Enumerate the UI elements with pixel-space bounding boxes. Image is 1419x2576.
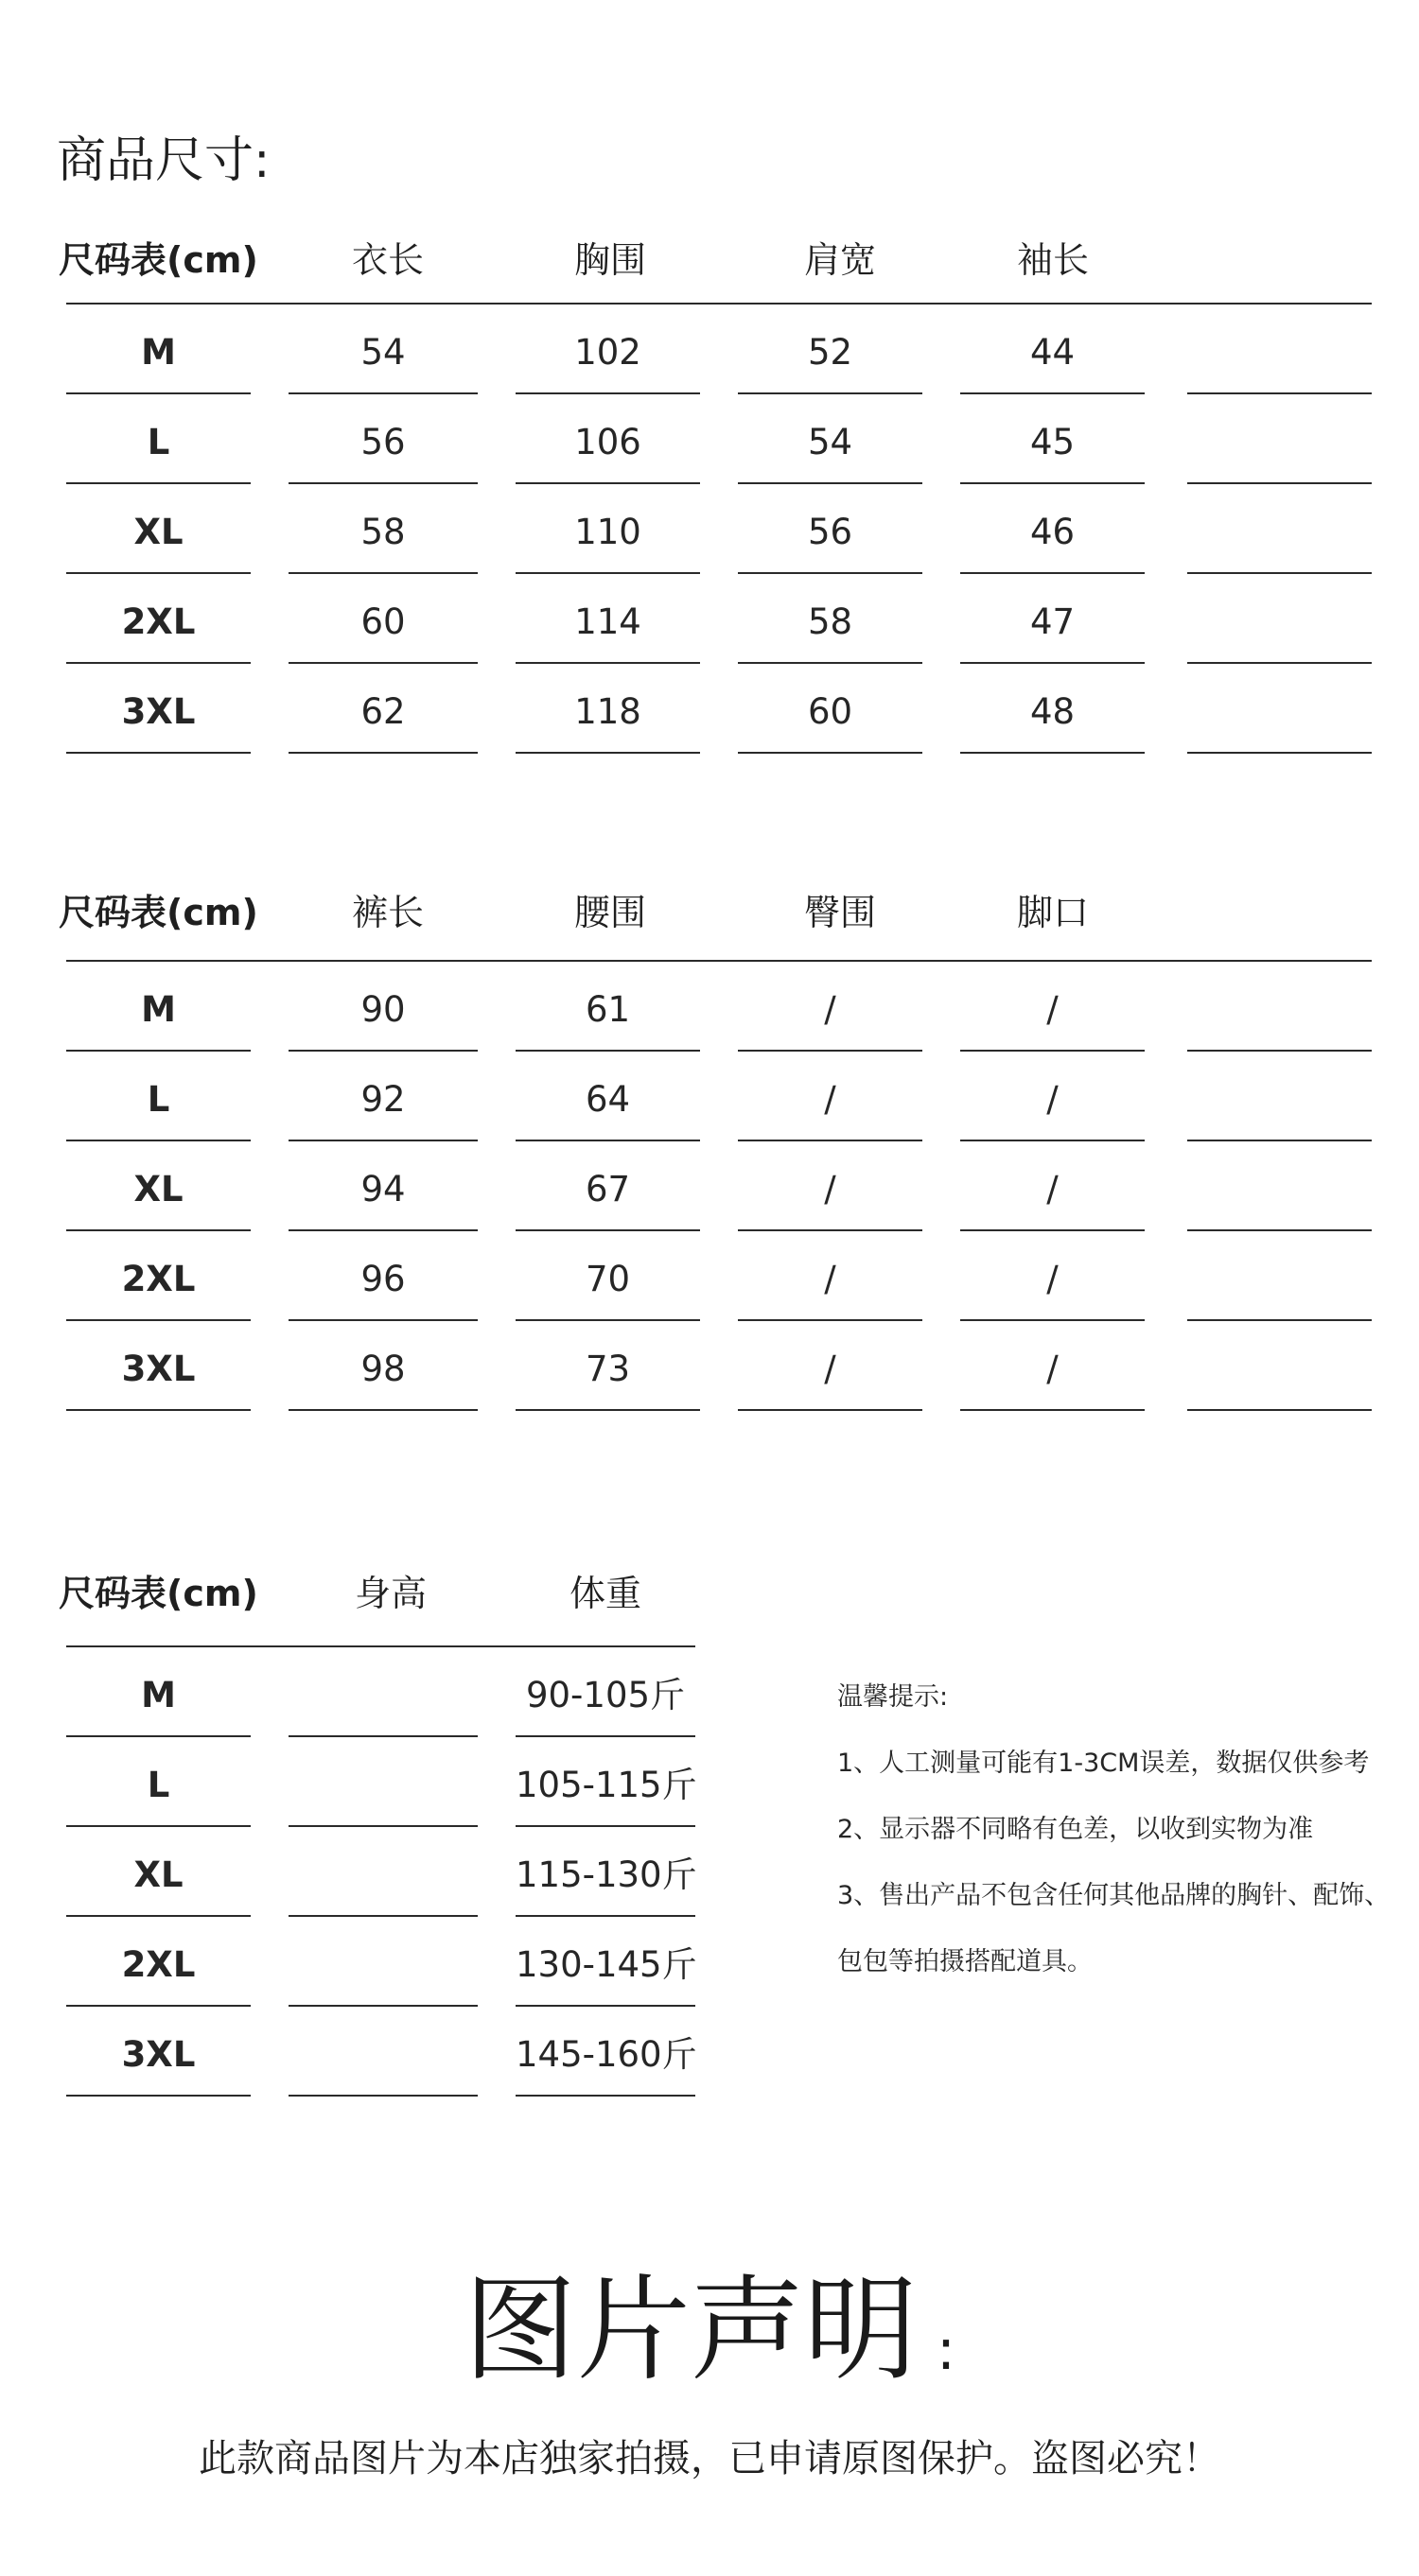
table-cell: / [824,1169,836,1210]
table-cell: / [1046,1079,1059,1120]
cell-underline [516,392,700,394]
cell-underline [960,482,1145,484]
table-cell: 118 [574,691,641,732]
table-header-unit: 尺码表(cm) [59,1573,258,1614]
cell-underline [1187,482,1372,484]
cell-underline [516,1319,700,1321]
table-cell: 92 [360,1079,406,1120]
cell-underline [289,1319,478,1321]
cell-underline [738,482,922,484]
table-cell: 90 [360,989,406,1030]
tip-item: 包包等拍摄搭配道具。 [837,1947,1093,1976]
cell-underline [738,1409,922,1411]
table-cell: 58 [807,601,853,642]
cell-underline [516,662,700,664]
cell-underline [516,1915,695,1917]
table-cell: / [824,1349,836,1389]
table-cell: / [824,989,836,1030]
table-cell: / [1046,1259,1059,1299]
cell-underline [289,1915,478,1917]
cell-underline [960,1050,1145,1052]
table-cell: 94 [360,1169,406,1210]
cell-underline [960,1409,1145,1411]
size-label: 2XL [121,1259,196,1299]
table-header-cell: 臀围 [803,892,876,933]
table-cell: / [824,1259,836,1299]
declaration-colon: : [936,2317,956,2383]
cell-underline [66,1915,251,1917]
table-cell: 52 [807,332,853,373]
cell-underline [289,572,478,574]
cell-underline [1187,392,1372,394]
cell-underline [516,752,700,754]
table-cell: / [1046,1349,1059,1389]
cell-underline [738,1319,922,1321]
tip-item: 3、售出产品不包含任何其他品牌的胸针、配饰、 [837,1881,1391,1910]
tip-item: 1、人工测量可能有1-3CM误差，数据仅供参考 [837,1749,1370,1778]
size-label: 3XL [121,691,196,732]
cell-underline [66,1319,251,1321]
table-cell: 102 [574,332,641,373]
cell-underline [289,752,478,754]
cell-underline [960,1140,1145,1141]
cell-underline [516,1409,700,1411]
cell-underline [66,1050,251,1052]
size-label: XL [133,512,184,552]
table-cell: 114 [574,601,641,642]
table-cell: / [1046,1169,1059,1210]
table-header-rule [66,1645,695,1647]
declaration-title-text: 图片声明 [463,2265,918,2396]
cell-underline [516,482,700,484]
cell-underline [66,1825,251,1827]
table-header-cell: 衣长 [351,239,424,281]
cell-underline [516,1735,695,1737]
cell-underline [66,2005,251,2007]
table-cell: 110 [574,512,641,552]
cell-underline [738,392,922,394]
table-header-cell: 脚口 [1016,892,1089,933]
tip-item: 2、显示器不同略有色差，以收到实物为准 [837,1815,1314,1844]
table-header-cell: 袖长 [1016,239,1089,281]
table-cell: 73 [585,1349,631,1389]
cell-underline [1187,1319,1372,1321]
size-label: M [141,332,176,373]
table-header-unit: 尺码表(cm) [59,239,258,281]
cell-underline [738,1050,922,1052]
table-cell: 44 [1029,332,1076,373]
cell-underline [289,1050,478,1052]
cell-underline [1187,572,1372,574]
cell-underline [516,1140,700,1141]
size-label: XL [133,1169,184,1210]
cell-underline [960,662,1145,664]
declaration-body: 此款商品图片为本店独家拍摄，已申请原图保护。盗图必究！ [199,2437,1220,2480]
size-label: M [141,1675,176,1715]
cell-underline [738,1140,922,1141]
cell-underline [960,572,1145,574]
cell-underline [66,752,251,754]
cell-underline [1187,1409,1372,1411]
table-cell: 70 [585,1259,631,1299]
table-cell: / [1046,989,1059,1030]
size-label: 3XL [121,2034,196,2075]
cell-underline [289,1140,478,1141]
size-label: 3XL [121,1349,196,1389]
cell-underline [66,2095,251,2097]
cell-underline [516,1825,695,1827]
table-cell: 47 [1029,601,1076,642]
cell-underline [66,1229,251,1231]
cell-underline [738,662,922,664]
cell-underline [289,392,478,394]
size-label: L [147,1079,170,1120]
size-label: L [147,1765,170,1805]
cell-underline [1187,752,1372,754]
table-cell: 54 [807,422,853,462]
size-label: 2XL [121,601,196,642]
table-header-rule [66,960,1372,962]
cell-underline [289,1825,478,1827]
table-cell: 90-105斤 [525,1675,686,1715]
cell-underline [66,572,251,574]
size-label: 2XL [121,1944,196,1985]
table-cell: 145-160斤 [516,2034,697,2075]
size-label: M [141,989,176,1030]
page-title: 商品尺寸: [57,132,271,189]
table-cell: / [824,1079,836,1120]
cell-underline [289,482,478,484]
cell-underline [960,1319,1145,1321]
table-cell: 98 [360,1349,406,1389]
table-header-cell: 身高 [354,1573,427,1614]
table-cell: 56 [807,512,853,552]
table-cell: 60 [360,601,406,642]
cell-underline [1187,1050,1372,1052]
cell-underline [738,1229,922,1231]
table-cell: 56 [360,422,406,462]
cell-underline [516,1229,700,1231]
cell-underline [66,1409,251,1411]
cell-underline [66,662,251,664]
table-cell: 96 [360,1259,406,1299]
table-cell: 58 [360,512,406,552]
table-cell: 48 [1029,691,1076,732]
table-header-cell: 腰围 [573,892,646,933]
cell-underline [516,2005,695,2007]
cell-underline [738,572,922,574]
table-header-unit: 尺码表(cm) [59,892,258,933]
cell-underline [66,1140,251,1141]
table-cell: 61 [585,989,631,1030]
cell-underline [66,392,251,394]
table-header-cell: 胸围 [573,239,646,281]
cell-underline [516,2095,695,2097]
table-cell: 54 [360,332,406,373]
tips-title: 温馨提示: [837,1682,949,1712]
table-header-rule [66,303,1372,305]
cell-underline [289,2005,478,2007]
cell-underline [738,752,922,754]
cell-underline [960,1229,1145,1231]
table-cell: 115-130斤 [516,1854,697,1895]
table-cell: 105-115斤 [516,1765,697,1805]
table-cell: 45 [1029,422,1076,462]
cell-underline [516,1050,700,1052]
cell-underline [960,752,1145,754]
cell-underline [66,482,251,484]
cell-underline [516,572,700,574]
table-cell: 46 [1029,512,1076,552]
table-cell: 106 [574,422,641,462]
cell-underline [1187,1229,1372,1231]
declaration-title [0,2260,1419,2421]
cell-underline [289,1735,478,1737]
table-cell: 67 [585,1169,631,1210]
size-label: L [147,422,170,462]
cell-underline [1187,1140,1372,1141]
size-label: XL [133,1854,184,1895]
cell-underline [1187,662,1372,664]
table-cell: 62 [360,691,406,732]
cell-underline [289,1229,478,1231]
table-cell: 64 [585,1079,631,1120]
table-header-cell: 裤长 [351,892,424,933]
table-cell: 130-145斤 [516,1944,697,1985]
cell-underline [960,392,1145,394]
table-header-cell: 肩宽 [803,239,876,281]
table-cell: 60 [807,691,853,732]
cell-underline [289,2095,478,2097]
cell-underline [289,1409,478,1411]
cell-underline [66,1735,251,1737]
table-header-cell: 体重 [569,1573,641,1614]
cell-underline [289,662,478,664]
